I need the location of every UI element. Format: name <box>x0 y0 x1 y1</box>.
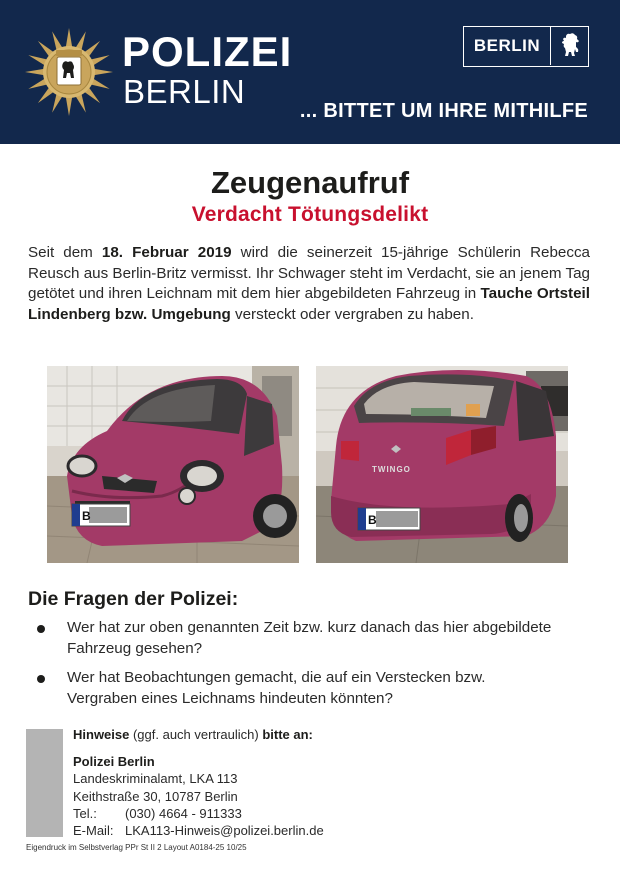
svg-text:B: B <box>368 513 377 527</box>
svg-text:TWINGO: TWINGO <box>372 465 411 474</box>
intro-location: Tauche Ortsteil Lindenberg bzw. Umgebung <box>28 285 590 323</box>
header-banner <box>0 0 620 144</box>
contact-organization: Polizei Berlin <box>73 754 155 769</box>
contact-phone-row <box>73 805 242 822</box>
berlin-badge-label: BERLIN <box>464 27 551 65</box>
contact-email-row <box>73 822 324 839</box>
car-front-photo <box>47 366 299 563</box>
contact-sidebar-bar <box>26 729 63 837</box>
berlin-badge <box>463 26 589 67</box>
car-rear-photo <box>316 366 568 563</box>
svg-text:B: B <box>82 509 91 523</box>
bullet-icon <box>37 675 45 683</box>
questions-title: Die Fragen der Polizei: <box>28 588 239 610</box>
phone-label: Tel.: <box>73 806 97 821</box>
intro-date: 18. Februar 2019 <box>101 244 232 261</box>
contact-department: Landeskriminalamt, LKA 113 <box>73 771 238 786</box>
contact-heading <box>73 726 313 743</box>
question-item <box>37 618 557 660</box>
berlin-bear-icon <box>560 32 582 60</box>
page-title: Zeugenaufruf <box>210 165 410 200</box>
email-label: E-Mail: <box>73 823 114 838</box>
intro-paragraph <box>28 243 590 325</box>
contact-address: Keithstraße 30, 10787 Berlin <box>73 789 238 804</box>
tagline: ... BITTET UM IHRE MITHILFE <box>299 100 588 122</box>
phone-number[interactable]: (030) 4664 - 911333 <box>125 806 242 821</box>
brand-subtitle: BERLIN <box>123 73 246 110</box>
intro-text-3: versteckt oder vergraben zu haben. <box>230 305 474 323</box>
intro-text-2: wird die seinerzeit 15-jährige Schülerin Rebecca Reusch aus Berlin-Britz vermisst. Ihr Schwager steht im Verdacht, sie an jenem Tag getötet und ihren Leichnam mit dem hier abgebildeten Fahrzeug in <box>28 244 591 303</box>
contact-heading-bold-2: bitte an: <box>262 727 313 742</box>
bullet-icon <box>37 625 45 633</box>
intro-text-1: Seit dem <box>28 244 102 261</box>
brand-title: POLIZEI <box>122 28 293 75</box>
email-address[interactable]: LKA113-Hinweis@polizei.berlin.de <box>125 823 324 838</box>
contact-heading-bold: Hinweise <box>73 727 130 742</box>
question-item <box>37 668 557 710</box>
print-footer: Eigendruck im Selbstverlag PPr St II 2 Layout A0184-25 10/25 <box>26 843 247 852</box>
question-text: Wer hat Beobachtungen gemacht, die auf ein Verstecken bzw. Vergraben eines Leichnams hindeuten könnten? <box>67 669 486 707</box>
police-star-logo <box>24 27 114 117</box>
page-subtitle: Verdacht Tötungsdelikt <box>191 203 429 226</box>
question-text: Wer hat zur oben genannten Zeit bzw. kurz danach das hier abgebildete Fahrzeug gesehen? <box>67 619 552 657</box>
contact-heading-note: (ggf. auch vertraulich) <box>129 727 263 742</box>
